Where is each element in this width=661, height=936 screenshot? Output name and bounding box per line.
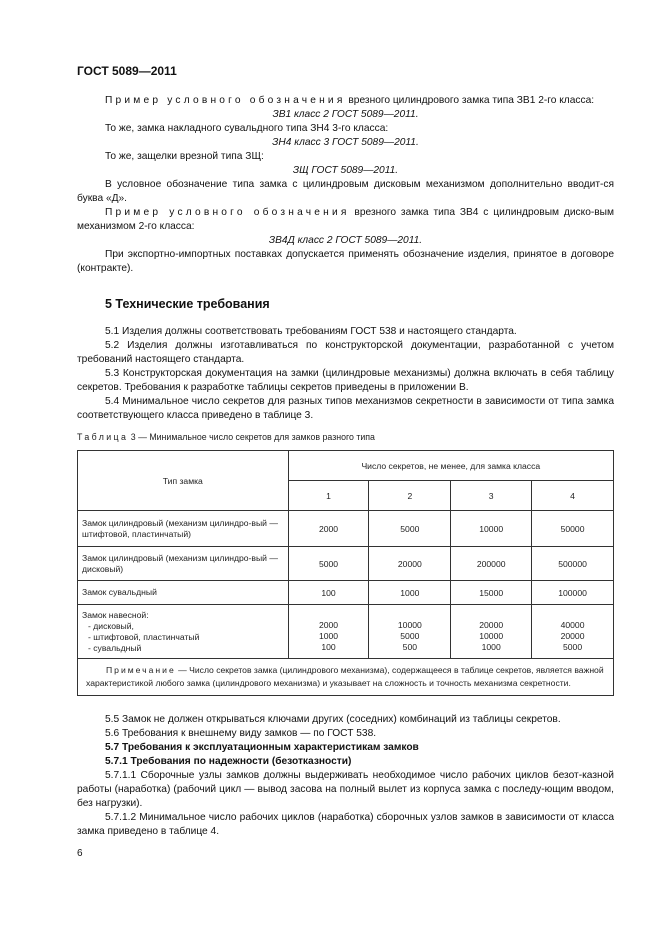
table-note: Примечание — Число секретов замка (цилиндрового механизма), содержащееся в таблице секретов, является важной характеристикой любого замка (цилиндрового механизма) и указывает на сложность и точность механизма секретности. [78, 659, 614, 696]
row-value: 20000 10000 1000 [451, 605, 532, 659]
table-row [78, 511, 614, 547]
example-label: Пример условного обозначения [105, 207, 350, 218]
row-value: 200000 [451, 547, 532, 581]
row-value: 50000 [532, 511, 614, 547]
row-value: 40000 20000 5000 [532, 605, 614, 659]
designation-code: ЗВ4Д класс 2 ГОСТ 5089—2011. [268, 235, 423, 246]
table-note-row [78, 659, 614, 696]
clause-5-6: 5.6 Требования к внешнему виду замков — по ГОСТ 538. [105, 728, 377, 739]
col-type-header: Тип замка [78, 451, 289, 511]
secrets-table [77, 450, 614, 696]
class-header: 1 [288, 481, 369, 511]
row-value: 1000 [369, 581, 451, 605]
class-header: 3 [451, 481, 532, 511]
row-type: Замок цилиндровый (механизм цилиндро-вый — дисковый) [78, 547, 289, 581]
page-number: 6 [77, 848, 83, 859]
table-row-padlock [78, 605, 614, 659]
class-header: 4 [532, 481, 614, 511]
row-value: 10000 5000 500 [369, 605, 451, 659]
clause-5-2: 5.2 Изделия должны изготавливаться по конструкторской документации, разработанной с учетом требований настоящего стандарта. [77, 340, 614, 365]
row-value: 15000 [451, 581, 532, 605]
table-caption: Таблица 3 — Минимальное число секретов для замков разного типа [77, 432, 375, 442]
row-value: 2000 1000 100 [288, 605, 369, 659]
clause-5-4: 5.4 Минимальное число секретов для разных типов механизмов секретности в зависимости от типа замка соответствующего класса приведено в таблице 3. [77, 396, 614, 421]
col-group-header: Число секретов, не менее, для замка класса [288, 451, 613, 481]
row-value: 20000 [369, 547, 451, 581]
clause-5-7-1-1: 5.7.1.1 Сборочные узлы замков должны выдерживать необходимое число рабочих циклов безот-казной работы (наработка) (рабочий цикл — вывод засова на полный вылет из корпуса замка с последу-ющим вводом, без нагрузки). [77, 770, 614, 809]
row-value: 10000 [451, 511, 532, 547]
row-value: 500000 [532, 547, 614, 581]
row-value: 100 [288, 581, 369, 605]
clause-5-5: 5.5 Замок не должен открываться ключами других (соседних) комбинаций из таблицы секретов. [105, 714, 561, 725]
clause-5-7: 5.7 Требования к эксплуатационным характеристикам замков [105, 742, 419, 753]
row-value: 2000 [288, 511, 369, 547]
designation-code: ЗЩ ГОСТ 5089—2011. [292, 165, 399, 176]
designation-code: ЗН4 класс 3 ГОСТ 5089—2011. [272, 137, 419, 148]
table-row [78, 547, 614, 581]
row-value: 100000 [532, 581, 614, 605]
class-header: 2 [369, 481, 451, 511]
text-paragraph: При экспортно-импортных поставках допускается применять обозначение изделия, принятое в договоре (контракте). [77, 249, 614, 274]
clause-5-3: 5.3 Конструкторская документация на замки (цилиндровые механизмы) должна включать в себя таблицу секретов. Требования к разработке таблицы секретов приведены в приложении В. [77, 368, 614, 393]
table-header-row [78, 451, 614, 481]
table-row [78, 581, 614, 605]
row-type: Замок сувальдный [78, 581, 289, 605]
text-paragraph: В условное обозначение типа замка с цилиндровым дисковым механизмом дополнительно вводит-ся буква «Д». [77, 179, 614, 204]
section-5-continued [77, 713, 614, 839]
row-type: Замок навесной: - дисковый, - штифтовой, пластинчатый - сувальдный [78, 605, 289, 659]
row-type: Замок цилиндровый (механизм цилиндро-вый — штифтовой, пластинчатый) [78, 511, 289, 547]
example-label: Пример условного обозначения [105, 95, 346, 106]
text-paragraph: То же, защелки врезной типа ЗЩ: [105, 151, 264, 162]
intro-block [77, 94, 614, 276]
text-paragraph: То же, замка накладного сувальдного типа ЗН4 3-го класса: [105, 123, 389, 134]
example-paragraph-2: Пример условного обозначения врезного замка типа ЗВ4 с цилиндровым диско-вым механизмом 2-го класса: [77, 207, 614, 232]
clause-5-1: 5.1 Изделия должны соответствовать требованиям ГОСТ 538 и настоящего стандарта. [105, 326, 517, 337]
document-header: ГОСТ 5089—2011 [77, 64, 177, 78]
row-value: 5000 [369, 511, 451, 547]
clause-5-7-1-2: 5.7.1.2 Минимальное число рабочих циклов (наработка) сборочных узлов замков в зависимости от класса замка приведено в таблице 4. [77, 812, 614, 837]
designation-code: ЗВ1 класс 2 ГОСТ 5089—2011. [272, 109, 419, 120]
clause-5-7-1: 5.7.1 Требования по надежности (безотказности) [105, 756, 352, 767]
example-paragraph-1: Пример условного обозначения врезного цилиндрового замка типа ЗВ1 2-го класса: [105, 95, 595, 106]
row-value: 5000 [288, 547, 369, 581]
section-5 [77, 297, 614, 423]
section-title: 5 Технические требования [105, 297, 270, 311]
